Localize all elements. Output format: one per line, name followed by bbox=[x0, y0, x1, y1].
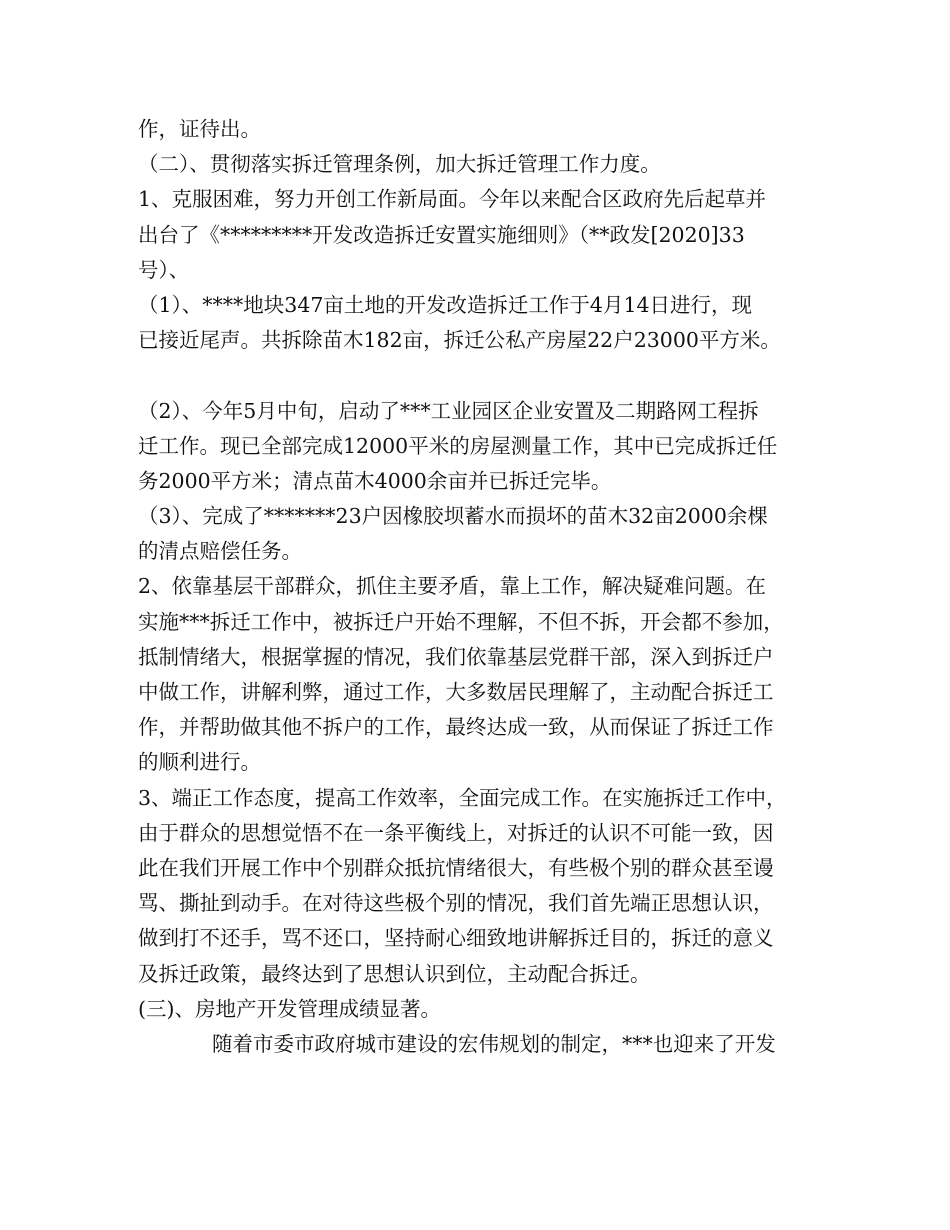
text-line: 及拆迁政策，最终达到了思想认识到位，主动配合拆迁。 bbox=[138, 961, 651, 986]
document-body bbox=[138, 112, 828, 1062]
text-line: 实施***拆迁工作中，被拆迁户开始不理解，不但不拆，开会都不参加， bbox=[138, 609, 784, 634]
text-line: 作，证待出。 bbox=[138, 117, 261, 141]
section-heading: (三)、房地产开发管理成绩显著。 bbox=[138, 996, 441, 1021]
text-line: 抵制情绪大，根据掌握的情况，我们依靠基层党群干部，深入到拆迁户 bbox=[138, 644, 774, 669]
text-line: 此在我们开展工作中个别群众抵抗情绪很大，有些极个别的群众甚至谩 bbox=[138, 855, 774, 880]
text-line: 的清点赔偿任务。 bbox=[138, 539, 302, 564]
text-line: 做到打不还手，骂不还口，坚持耐心细致地讲解拆迁目的，拆迁的意义 bbox=[138, 926, 774, 951]
text-line: 已接近尾声。共拆除苗木182亩，拆迁公私产房屋22户23000平方米。 bbox=[138, 328, 781, 353]
text-line: 中做工作，讲解利弊，通过工作，大多数居民理解了，主动配合拆迁工 bbox=[138, 680, 774, 704]
text-line: 3、端正工作态度，提高工作效率，全面完成工作。在实施拆迁工作中， bbox=[138, 785, 787, 810]
section-heading: （二）、贯彻落实拆迁管理条例，加大拆迁管理工作力度。 bbox=[138, 152, 661, 177]
text-line: 2、依靠基层干部群众，抓住主要矛盾，靠上工作，解决疑难问题。在 bbox=[138, 574, 767, 599]
text-line: 随着市委市政府城市建设的宏伟规划的制定，***也迎来了开发 bbox=[212, 1031, 776, 1056]
text-line: 作，并帮助做其他不拆户的工作，最终达成一致，从而保证了拆迁工作 bbox=[138, 715, 774, 740]
blank-line bbox=[138, 358, 828, 393]
text-line: （1）、****地块347亩土地的开发改造拆迁工作于4月14日进行，现 bbox=[138, 292, 753, 317]
text-line: 务2000平方米；清点苗木4000余亩并已拆迁完毕。 bbox=[138, 468, 612, 493]
text-line: 迁工作。现已全部完成12000平米的房屋测量工作，其中已完成拆迁任 bbox=[138, 433, 778, 458]
text-line: （2）、今年5月中旬，启动了***工业园区企业安置及二期路网工程拆 bbox=[138, 398, 759, 423]
text-line: 骂、撕扯到动手。在对待这些极个别的情况，我们首先端正思想认识， bbox=[138, 891, 774, 916]
text-line: 出台了《*********开发改造拆迁安置实施细则》（**政发[2020]33 bbox=[138, 222, 745, 247]
text-line: 1、克服困难，努力开创工作新局面。今年以来配合区政府先后起草并 bbox=[138, 187, 767, 212]
text-line: 的顺利进行。 bbox=[138, 750, 261, 775]
text-line: （3）、完成了*******23户因橡胶坝蓄水而损坏的苗木32亩2000余棵 bbox=[138, 504, 768, 529]
text-line: 号）、 bbox=[138, 257, 190, 282]
text-line: 由于群众的思想觉悟不在一条平衡线上，对拆迁的认识不可能一致，因 bbox=[138, 820, 774, 845]
